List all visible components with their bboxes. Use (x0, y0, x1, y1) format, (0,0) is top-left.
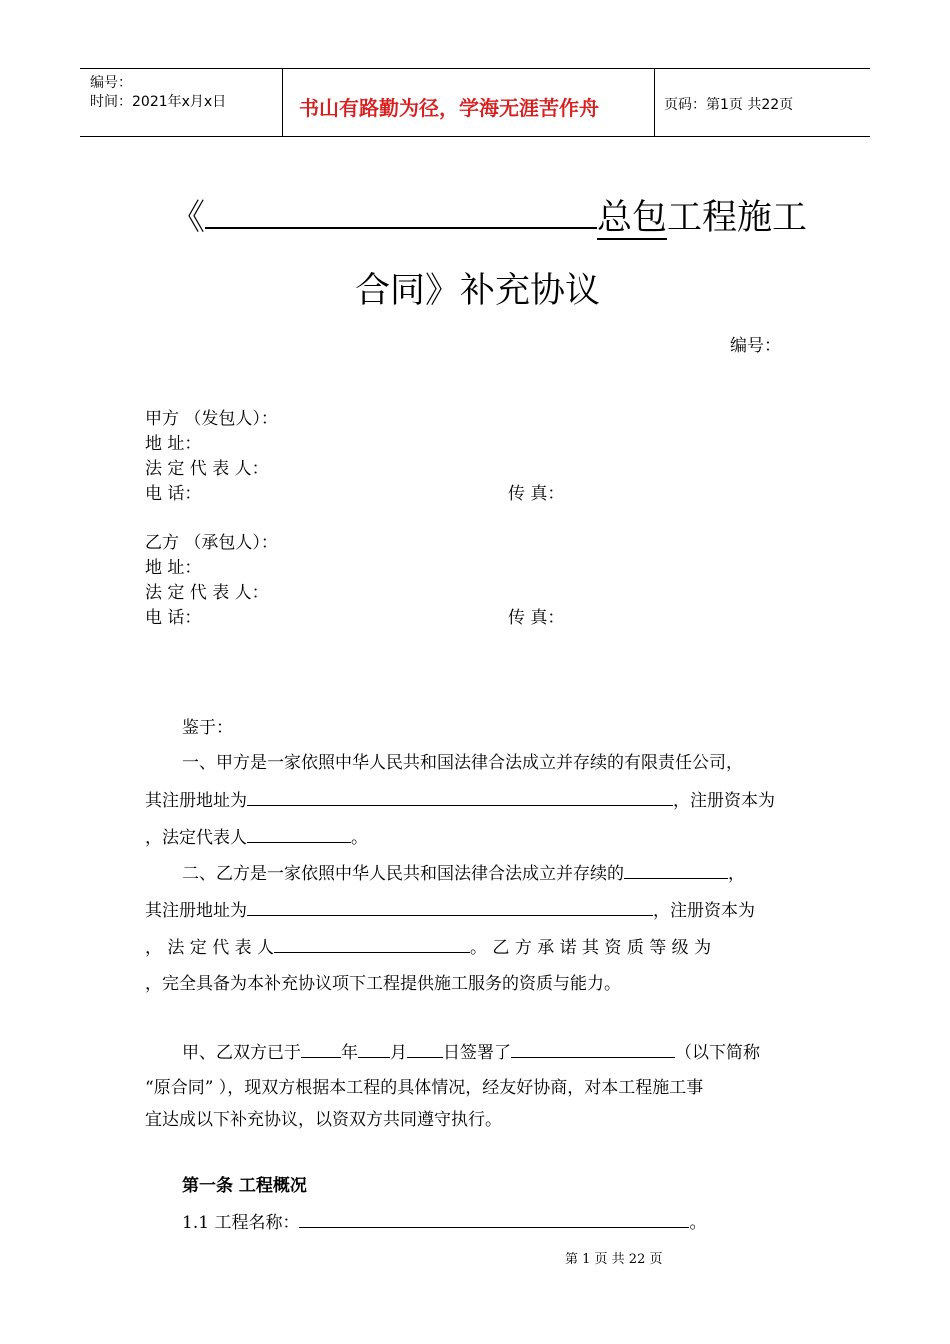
clause-2-address-blank (247, 914, 653, 916)
clause-2-legal-rep-label: ， 法 定 代 表 人 (145, 938, 275, 958)
project-name-label: 1.1 工程名称： (182, 1213, 300, 1233)
party-a-phone: 电 话： (145, 484, 202, 504)
clause-1-capital-label: ，注册资本为 (673, 791, 775, 811)
title-blank (205, 227, 597, 229)
signing-month-blank (358, 1056, 390, 1058)
title-open-quote: 《 (170, 198, 206, 238)
clause-1-end: 。 (351, 828, 368, 848)
signing-line-2: “原合同” ），现双方根据本工程的具体情况，经友好协商，对本工程施工事 (145, 1078, 704, 1098)
clause-1-line-1: 一、甲方是一家依照中华人民共和国法律合法成立并存续的有限责任公司， (182, 753, 743, 773)
clause-2-intro: 二、乙方是一家依照中华人民共和国法律合法成立并存续的 (182, 864, 624, 884)
clause-1-legal-rep-label: ，法定代表人 (145, 828, 247, 848)
clause-2-line-4: ，完全具备为本补充协议项下工程提供施工服务的资质与能力。 (145, 974, 621, 994)
header-bottom-rule (80, 136, 870, 137)
party-b-fax: 传 真： (508, 608, 565, 628)
clause-2-comma: ， (728, 864, 745, 884)
signing-line-1 (182, 1038, 760, 1063)
header-divider-left (282, 68, 283, 136)
clause-2-qualification-label: 。 乙 方 承 诺 其 资 质 等 级 为 (470, 938, 712, 958)
doc-number-label: 编号： (730, 336, 781, 356)
signing-year-blank (301, 1056, 341, 1058)
clause-2-line-2 (145, 896, 755, 921)
clause-2-legal-rep-blank (274, 951, 470, 953)
header-number-label: 编号： (90, 75, 132, 91)
signing-month-label: 月 (390, 1043, 407, 1063)
header-divider-right (654, 68, 655, 136)
clause-1-legal-rep-blank (247, 841, 351, 843)
party-a-fax: 传 真： (508, 484, 565, 504)
party-a-legal-rep: 法 定 代 表 人： (145, 459, 269, 479)
clause-2-line-3 (145, 933, 711, 958)
title-line-2: 合同》补充协议 (355, 271, 601, 311)
clause-1-address-label: 其注册地址为 (145, 791, 247, 811)
clause-2-address-label: 其注册地址为 (145, 901, 247, 921)
article-1-heading: 第一条 工程概况 (182, 1176, 307, 1196)
signing-contract-blank (511, 1056, 675, 1058)
header-time-label: 时间：2021年x月x日 (90, 94, 227, 110)
party-b-legal-rep: 法 定 代 表 人： (145, 583, 269, 603)
signing-day-label: 日签署了 (443, 1043, 511, 1063)
header-motto: 书山有路勤为径，学海无涯苦作舟 (299, 96, 599, 120)
party-b-heading: 乙方 （承包人）： (145, 533, 278, 553)
title-tail-text: 工程施工 (667, 198, 808, 238)
article-1-item-1-1 (182, 1208, 706, 1233)
project-name-end: 。 (689, 1213, 707, 1233)
clause-1-line-3 (145, 823, 368, 848)
page-footer: 第 1 页 共 22 页 (565, 1252, 663, 1267)
party-a-heading: 甲方 （发包人）： (145, 409, 278, 429)
signing-line-3: 宜达成以下补充协议，以资双方共同遵守执行。 (145, 1110, 502, 1130)
header-top-rule (80, 68, 870, 69)
signing-intro: 甲、乙双方已于 (182, 1043, 301, 1063)
header-page-label: 页码：第1页 共22页 (664, 97, 794, 113)
clause-2-company-type-blank (624, 877, 728, 879)
party-a-address: 地 址： (145, 434, 202, 454)
clause-1-line-2 (145, 786, 775, 811)
clause-2-capital-label: ，注册资本为 (653, 901, 755, 921)
project-name-blank (299, 1226, 689, 1228)
clause-2-line-1 (182, 859, 745, 884)
signing-year-label: 年 (341, 1043, 358, 1063)
title-line-1 (170, 190, 807, 240)
party-b-address: 地 址： (145, 558, 202, 578)
party-b-phone: 电 话： (145, 608, 202, 628)
signing-day-blank (407, 1056, 443, 1058)
signing-abbrev-label: （以下简称 (675, 1043, 760, 1063)
title-underlined-text: 总包 (597, 198, 668, 238)
whereas-label: 鉴于： (182, 718, 233, 738)
clause-1-address-blank (247, 804, 673, 806)
